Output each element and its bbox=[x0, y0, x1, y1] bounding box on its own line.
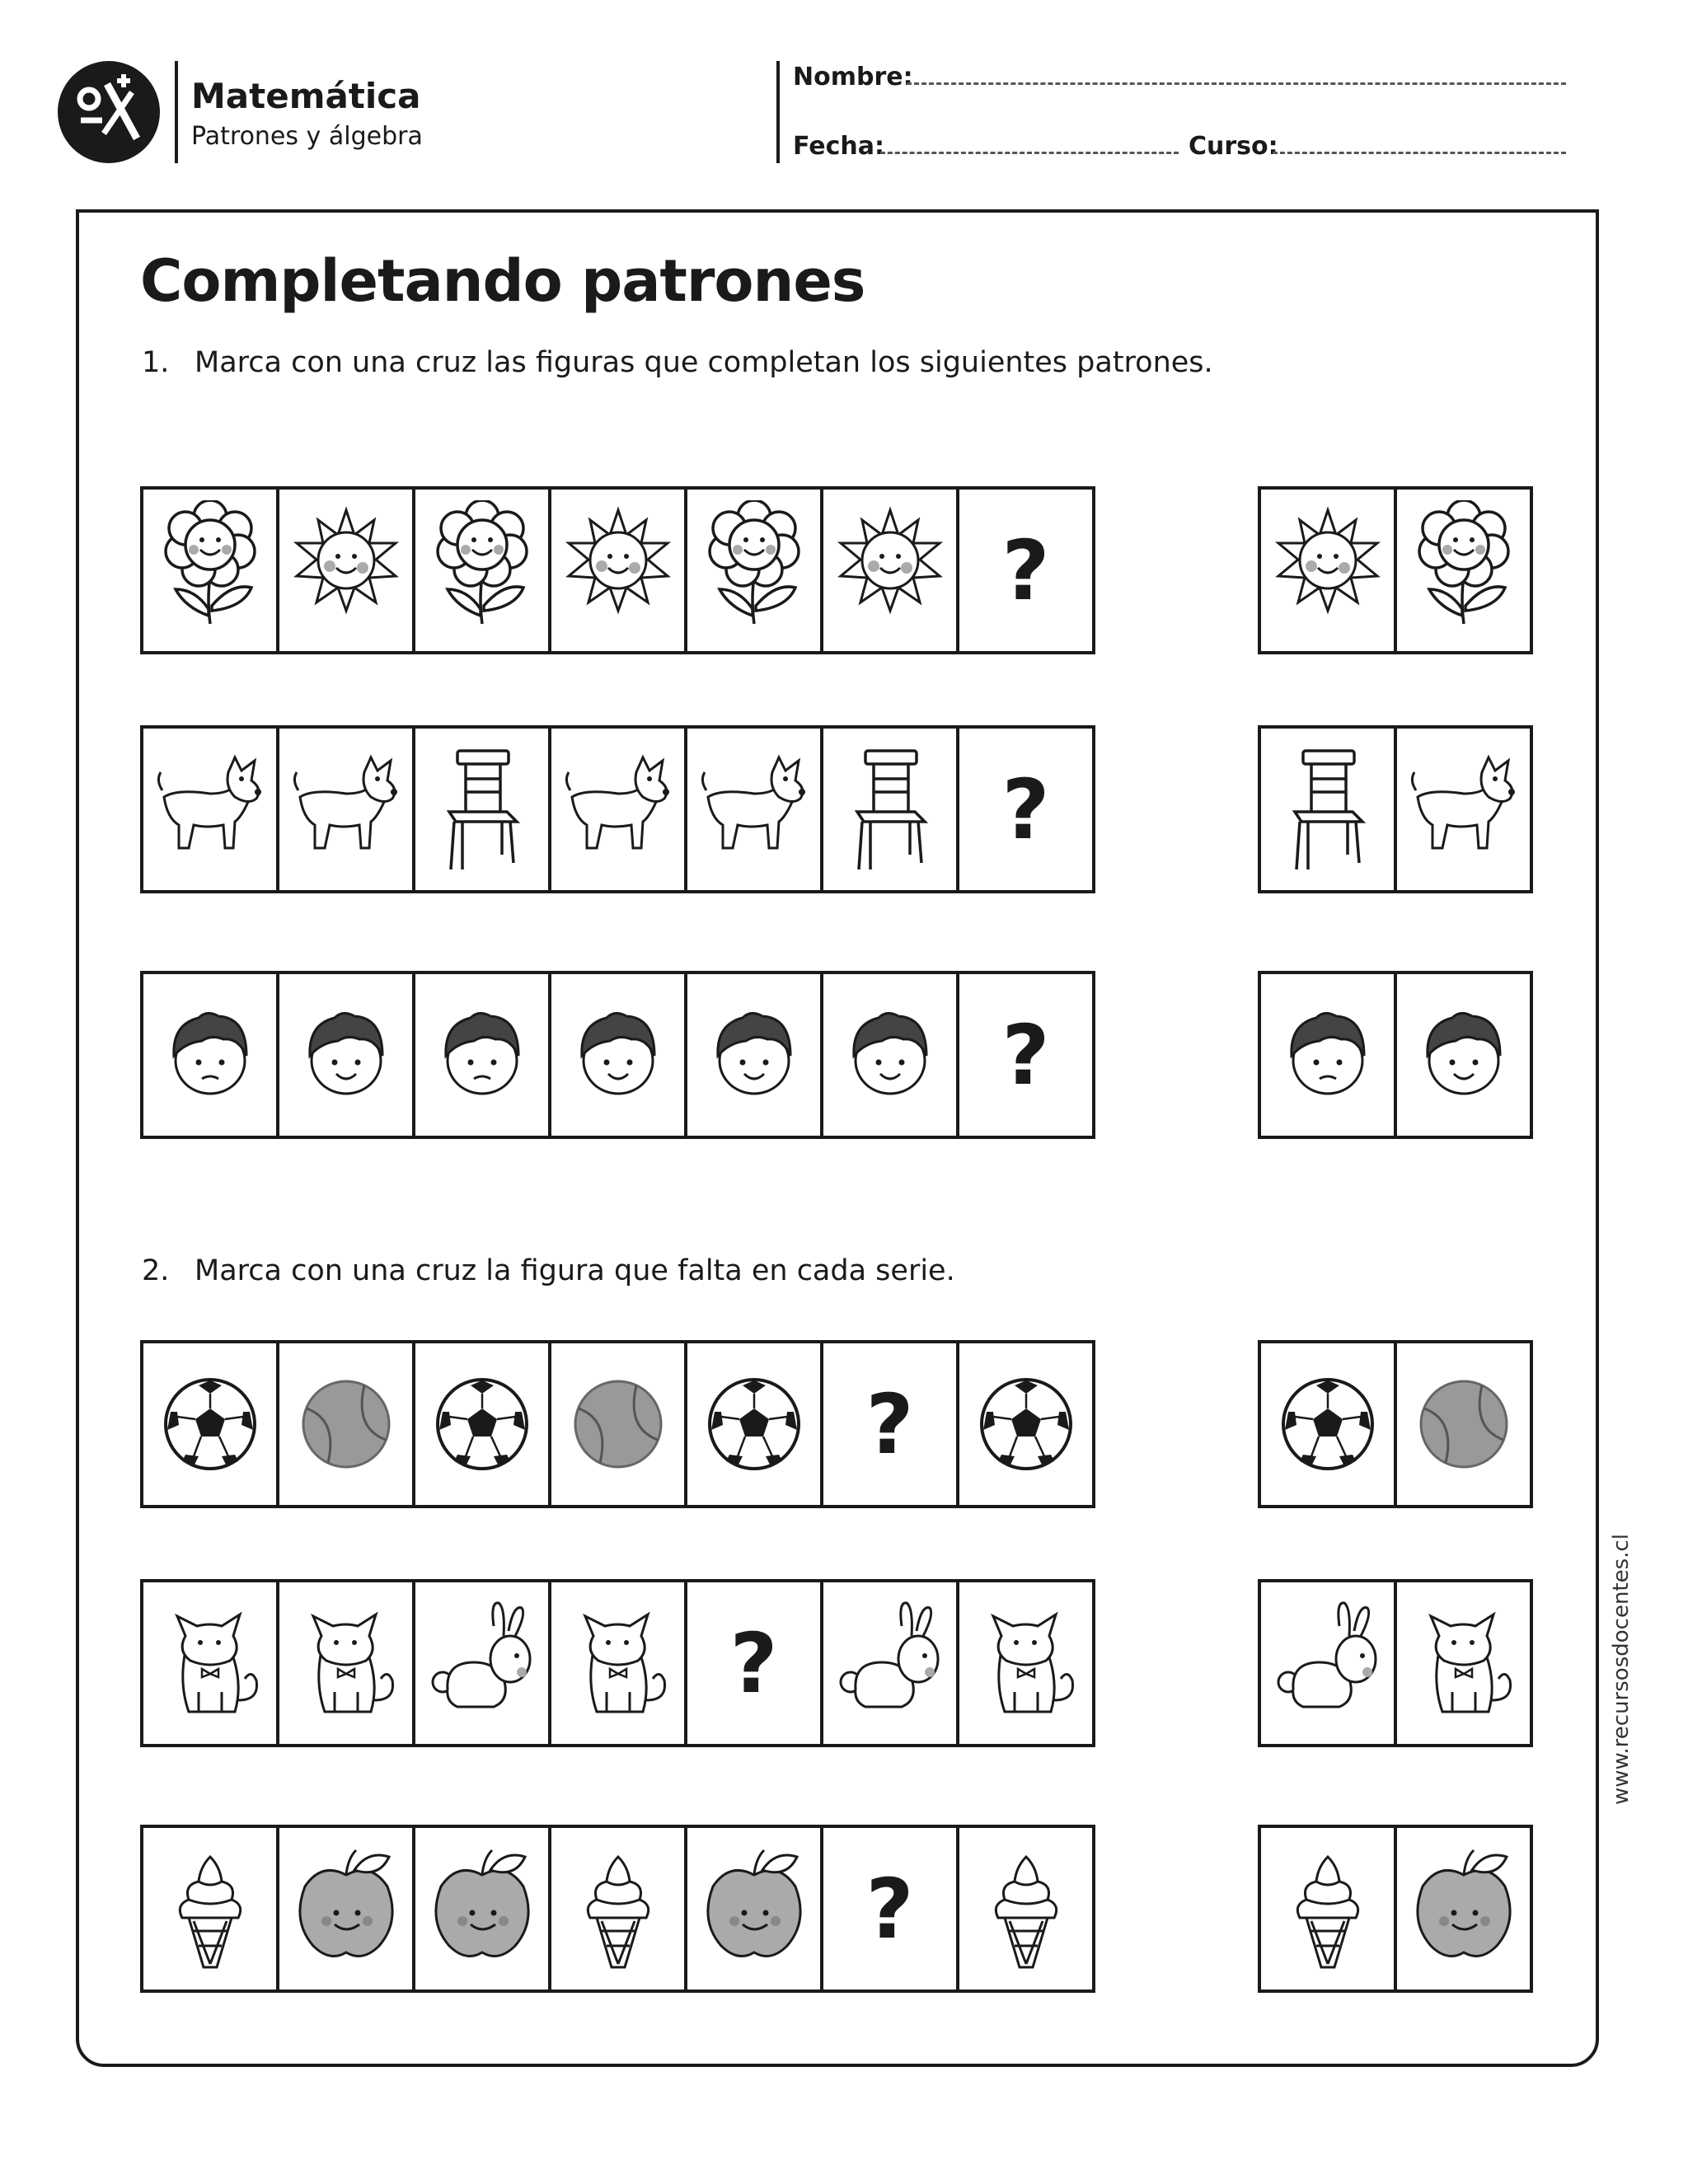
boy-happy-icon bbox=[560, 985, 676, 1125]
missing-cell bbox=[959, 729, 1092, 890]
pattern-cell bbox=[279, 974, 415, 1136]
answer-option[interactable] bbox=[1397, 1343, 1530, 1505]
subject-title: Matemática bbox=[191, 76, 421, 116]
missing-cell bbox=[687, 1582, 823, 1744]
name-field[interactable] bbox=[907, 82, 1566, 85]
question-mark: ? bbox=[865, 1376, 914, 1473]
sun-icon bbox=[560, 500, 676, 640]
chair-icon bbox=[1270, 739, 1386, 879]
ice-cream-icon bbox=[152, 1839, 268, 1979]
instruction-text: Marca con una cruz la figura que falta en cada serie. bbox=[195, 1254, 955, 1287]
chair-icon bbox=[424, 739, 540, 879]
instruction-1 bbox=[142, 346, 1213, 379]
boy-happy-icon bbox=[832, 985, 948, 1125]
soccer-ball-icon bbox=[968, 1354, 1084, 1494]
boy-happy-icon bbox=[1406, 985, 1522, 1125]
pattern-row bbox=[140, 1340, 1095, 1508]
dog-icon bbox=[696, 739, 812, 879]
boy-happy-icon bbox=[288, 985, 404, 1125]
rabbit-icon bbox=[424, 1593, 540, 1733]
apple-icon bbox=[696, 1839, 812, 1979]
answer-option[interactable] bbox=[1261, 1582, 1397, 1744]
header-divider bbox=[175, 61, 178, 163]
question-mark: ? bbox=[865, 1860, 914, 1957]
header-divider-right bbox=[776, 61, 780, 163]
answer-options bbox=[1258, 1579, 1533, 1747]
pattern-cell bbox=[823, 1582, 959, 1744]
instruction-text: Marca con una cruz las figuras que completan los siguientes patrones. bbox=[195, 346, 1213, 379]
pattern-cell bbox=[415, 1582, 551, 1744]
ice-cream-icon bbox=[968, 1839, 1084, 1979]
pattern-row bbox=[140, 1825, 1095, 1993]
pattern-cell bbox=[823, 974, 959, 1136]
cat-icon bbox=[968, 1593, 1084, 1733]
question-mark: ? bbox=[729, 1615, 778, 1712]
instruction-2 bbox=[142, 1254, 955, 1287]
pattern-cell bbox=[687, 1828, 823, 1990]
chair-icon bbox=[832, 739, 948, 879]
rabbit-icon bbox=[1270, 1593, 1386, 1733]
answer-option[interactable] bbox=[1397, 490, 1530, 651]
credit-text: www.recursosdocentes.cl bbox=[1609, 1534, 1634, 1805]
subject-topic: Patrones y álgebra bbox=[191, 122, 423, 151]
pattern-cell bbox=[551, 729, 687, 890]
pattern-cell bbox=[959, 1828, 1092, 1990]
pattern-cell bbox=[415, 729, 551, 890]
instruction-number: 2. bbox=[142, 1254, 170, 1287]
math-logo-icon bbox=[56, 59, 162, 165]
instruction-number: 1. bbox=[142, 346, 170, 379]
answer-options bbox=[1258, 971, 1533, 1139]
cat-icon bbox=[288, 1593, 404, 1733]
answer-options bbox=[1258, 1340, 1533, 1508]
apple-icon bbox=[288, 1839, 404, 1979]
sun-icon bbox=[832, 500, 948, 640]
pattern-cell bbox=[143, 729, 279, 890]
answer-options bbox=[1258, 1825, 1533, 1993]
pattern-cell bbox=[551, 1582, 687, 1744]
answer-option[interactable] bbox=[1261, 1343, 1397, 1505]
course-field[interactable] bbox=[1273, 152, 1566, 154]
dog-icon bbox=[288, 739, 404, 879]
pattern-cell bbox=[687, 729, 823, 890]
pattern-cell bbox=[143, 490, 279, 651]
cat-icon bbox=[1406, 1593, 1522, 1733]
pattern-cell bbox=[143, 1582, 279, 1744]
pattern-cell bbox=[959, 1343, 1092, 1505]
pattern-cell bbox=[143, 974, 279, 1136]
question-mark: ? bbox=[1001, 761, 1050, 858]
pattern-cell bbox=[415, 1828, 551, 1990]
answer-options bbox=[1258, 486, 1533, 654]
missing-cell bbox=[823, 1828, 959, 1990]
pattern-row bbox=[140, 725, 1095, 893]
date-field[interactable] bbox=[880, 152, 1179, 154]
flower-icon bbox=[424, 500, 540, 640]
pattern-cell bbox=[687, 974, 823, 1136]
soccer-ball-icon bbox=[696, 1354, 812, 1494]
rabbit-icon bbox=[832, 1593, 948, 1733]
pattern-row bbox=[140, 971, 1095, 1139]
cat-icon bbox=[152, 1593, 268, 1733]
tennis-ball-icon bbox=[560, 1354, 676, 1494]
missing-cell bbox=[823, 1343, 959, 1505]
answer-option[interactable] bbox=[1397, 1582, 1530, 1744]
missing-cell bbox=[959, 974, 1092, 1136]
question-mark: ? bbox=[1001, 522, 1050, 619]
date-label: Fecha: bbox=[793, 132, 885, 161]
answer-option[interactable] bbox=[1397, 729, 1530, 890]
sun-icon bbox=[1270, 500, 1386, 640]
tennis-ball-icon bbox=[1406, 1354, 1522, 1494]
pattern-row bbox=[140, 486, 1095, 654]
answer-option[interactable] bbox=[1261, 490, 1397, 651]
soccer-ball-icon bbox=[1270, 1354, 1386, 1494]
answer-option[interactable] bbox=[1261, 729, 1397, 890]
pattern-cell bbox=[279, 1828, 415, 1990]
answer-option[interactable] bbox=[1261, 974, 1397, 1136]
question-mark: ? bbox=[1001, 1006, 1050, 1104]
pattern-cell bbox=[687, 490, 823, 651]
soccer-ball-icon bbox=[152, 1354, 268, 1494]
pattern-cell bbox=[551, 1828, 687, 1990]
answer-option[interactable] bbox=[1261, 1828, 1397, 1990]
answer-option[interactable] bbox=[1397, 974, 1530, 1136]
pattern-cell bbox=[143, 1343, 279, 1505]
dog-icon bbox=[560, 739, 676, 879]
dog-icon bbox=[152, 739, 268, 879]
flower-icon bbox=[152, 500, 268, 640]
flower-icon bbox=[696, 500, 812, 640]
pattern-cell bbox=[551, 1343, 687, 1505]
pattern-cell bbox=[415, 490, 551, 651]
boy-happy-icon bbox=[696, 985, 812, 1125]
pattern-cell bbox=[551, 974, 687, 1136]
boy-sad-icon bbox=[1270, 985, 1386, 1125]
pattern-cell bbox=[415, 1343, 551, 1505]
soccer-ball-icon bbox=[424, 1354, 540, 1494]
boy-sad-icon bbox=[152, 985, 268, 1125]
pattern-cell bbox=[143, 1828, 279, 1990]
apple-icon bbox=[1406, 1839, 1522, 1979]
pattern-cell bbox=[551, 490, 687, 651]
pattern-cell bbox=[279, 729, 415, 890]
answer-options bbox=[1258, 725, 1533, 893]
missing-cell bbox=[959, 490, 1092, 651]
pattern-cell bbox=[279, 1343, 415, 1505]
boy-sad-icon bbox=[424, 985, 540, 1125]
apple-icon bbox=[424, 1839, 540, 1979]
page-title: Completando patrones bbox=[140, 247, 865, 315]
sun-icon bbox=[288, 500, 404, 640]
pattern-row bbox=[140, 1579, 1095, 1747]
pattern-cell bbox=[687, 1343, 823, 1505]
pattern-cell bbox=[279, 1582, 415, 1744]
course-label: Curso: bbox=[1189, 132, 1278, 161]
pattern-cell bbox=[823, 490, 959, 651]
tennis-ball-icon bbox=[288, 1354, 404, 1494]
pattern-cell bbox=[959, 1582, 1092, 1744]
pattern-cell bbox=[823, 729, 959, 890]
name-label: Nombre: bbox=[793, 63, 913, 91]
ice-cream-icon bbox=[560, 1839, 676, 1979]
dog-icon bbox=[1406, 739, 1522, 879]
pattern-cell bbox=[415, 974, 551, 1136]
ice-cream-icon bbox=[1270, 1839, 1386, 1979]
answer-option[interactable] bbox=[1397, 1828, 1530, 1990]
cat-icon bbox=[560, 1593, 676, 1733]
flower-icon bbox=[1406, 500, 1522, 640]
pattern-cell bbox=[279, 490, 415, 651]
